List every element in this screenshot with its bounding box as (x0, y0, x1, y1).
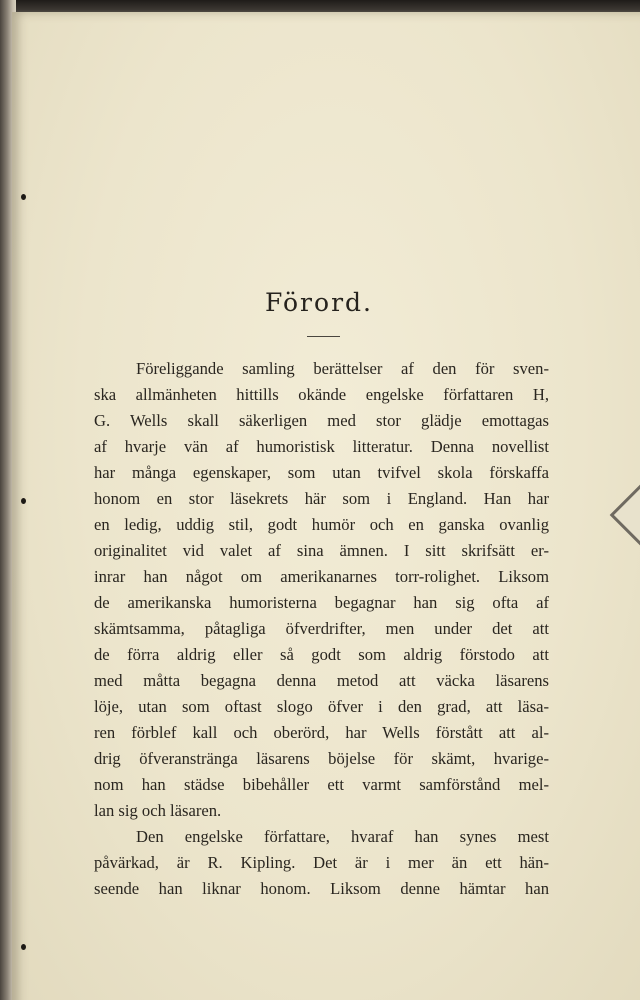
text-line: skämtsamma, påtagliga öfverdrifter, men under det att (94, 619, 549, 638)
text-line: lan sig och läsaren. (94, 801, 222, 820)
stitch-dot (21, 944, 26, 950)
text-line: ska allmänheten hittills okände engelske författaren H, (94, 385, 549, 404)
text-line: af hvarje vän af humoristisk litteratur. Denna novellist (94, 437, 549, 456)
page-corner-tab (610, 480, 640, 551)
text-line: originalitet vid valet af sina ämnen. I sitt skrifsätt er- (94, 541, 549, 560)
text-line: har många egenskaper, som utan tvifvel skola förskaffa (94, 463, 549, 482)
text-line: drig öfveranstränga läsarens böjelse för skämt, hvarige- (94, 749, 549, 768)
paragraph-2 (94, 824, 549, 902)
text-line: de amerikanska humoristerna begagnar han sig ofta af (94, 593, 549, 612)
text-line: nom han städse bibehåller ett varmt samförstånd mel- (94, 775, 549, 794)
text-line: med måtta begagna denna metod att väcka läsarens (94, 671, 549, 690)
text-line: inrar han något om amerikanarnes torr-rolighet. Liksom (94, 567, 549, 586)
page-title: Förord. (265, 288, 373, 317)
text-line: G. Wells skall säkerligen med stor glädje emottagas (94, 411, 549, 430)
stitch-dot (21, 498, 26, 504)
text-line: påvärkad, är R. Kipling. Det är i mer än ett hän- (94, 853, 549, 872)
text-line: Föreliggande samling berättelser af den för sven- (136, 359, 549, 378)
text-line: seende han liknar honom. Liksom denne hämtar han (94, 879, 549, 898)
text-line: löje, utan som oftast slogo öfver i den grad, att läsa- (94, 697, 549, 716)
text-line: de förra aldrig eller så godt som aldrig förstodo att (94, 645, 549, 664)
stitch-dot (21, 194, 26, 200)
text-line: ren förblef kall och oberörd, har Wells förstått att al- (94, 723, 549, 742)
book-page (12, 12, 640, 1000)
text-line: Den engelske författare, hvaraf han synes mest (136, 827, 549, 846)
title-divider (307, 336, 340, 337)
text-line: en ledig, uddig stil, godt humör och en ganska ovanlig (94, 515, 549, 534)
text-line: honom en stor läsekrets här som i England. Han har (94, 489, 549, 508)
paragraph-1 (94, 356, 549, 824)
